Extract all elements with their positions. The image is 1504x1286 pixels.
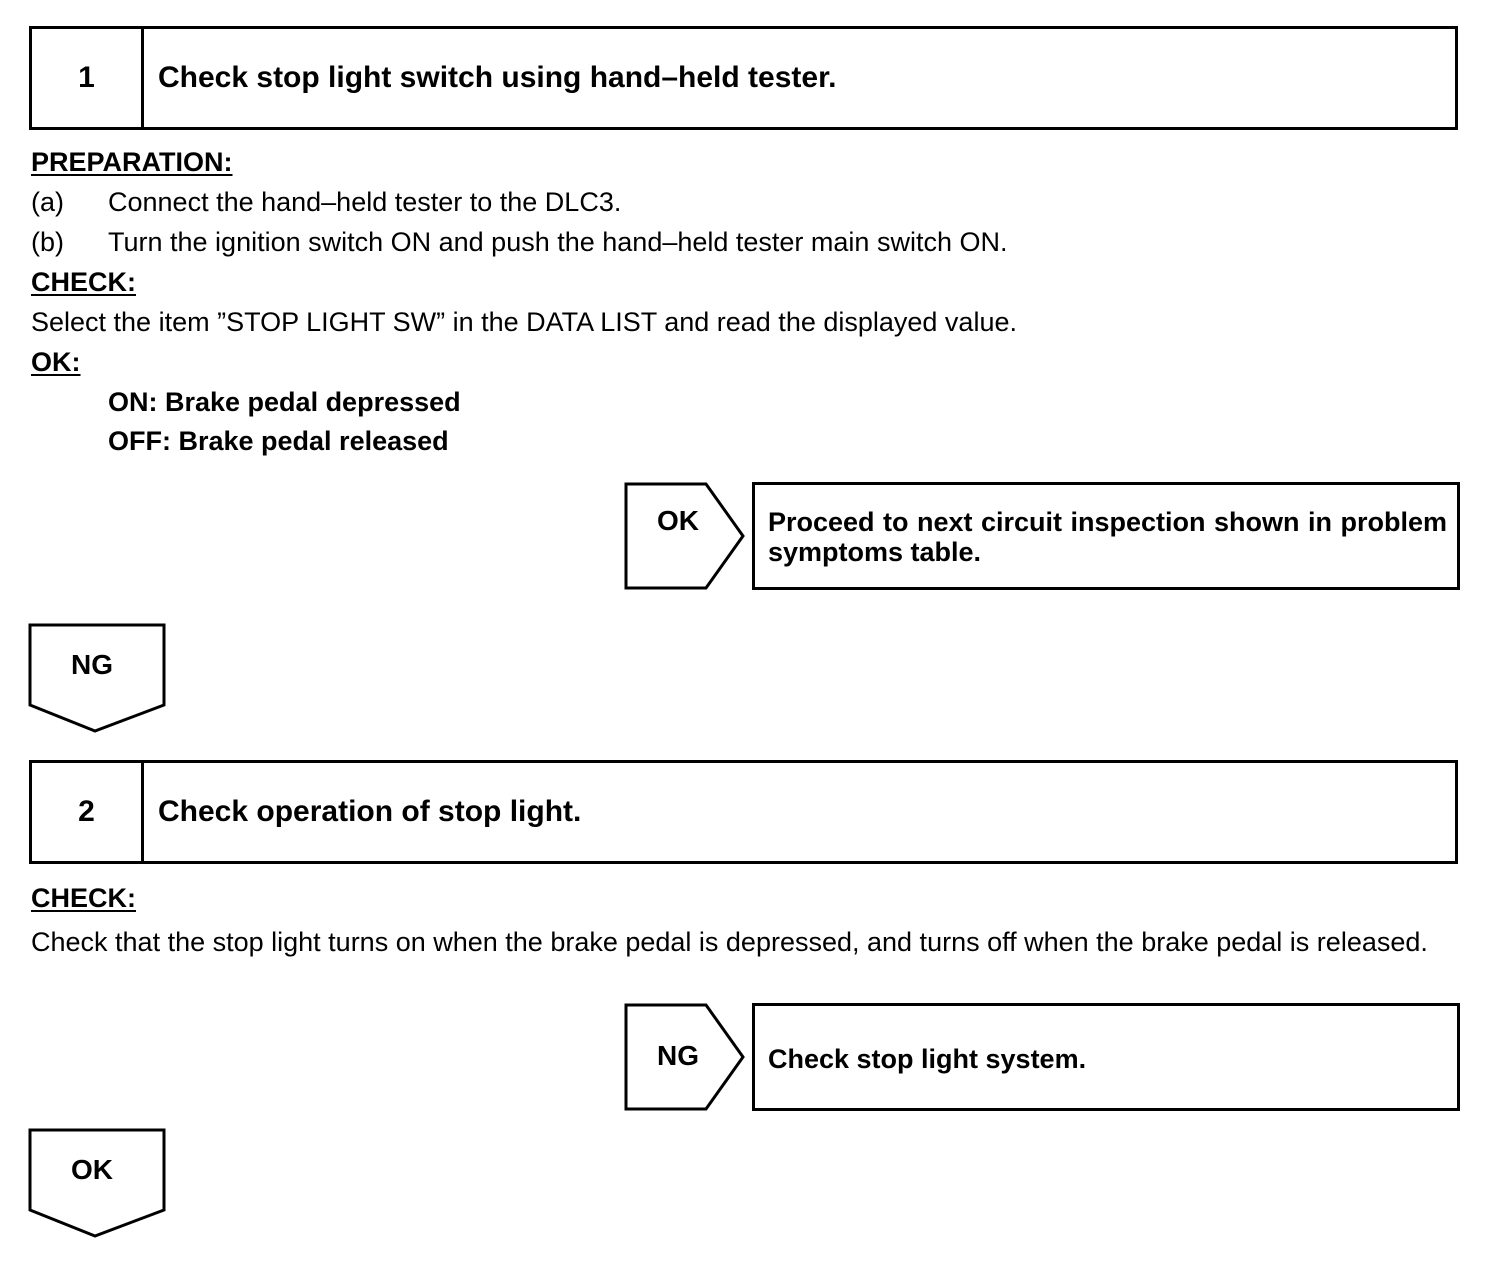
prep-item-b: Turn the ignition switch ON and push the hand–held tester main switch ON. [108,227,1008,257]
arrow-label-ok: OK [657,505,699,536]
arrow-label-ok: OK [71,1154,113,1185]
prep-item-a: Connect the hand–held tester to the DLC3. [108,187,622,217]
step-2-header [29,760,1458,864]
result-text-2: Check stop light system. [768,1044,1087,1074]
preparation-label: PREPARATION: [31,147,233,177]
arrow-label-ng: NG [71,649,113,680]
arrow-label-ng: NG [657,1040,699,1071]
prep-marker-a: (a) [31,187,64,217]
step-number: 1 [32,29,144,127]
result-box-1 [752,482,1460,590]
check-text: Select the item ”STOP LIGHT SW” in the DATA LIST and read the displayed value. [31,307,1017,337]
result-box-2 [752,1003,1460,1111]
ok-spec-on: ON: Brake pedal depressed [108,387,461,417]
result-text-1: Proceed to next circuit inspection shown in problem symptoms table. [768,507,1447,567]
ok-spec-off: OFF: Brake pedal released [108,426,449,456]
ok-label: OK: [31,347,81,377]
step-number: 2 [32,763,144,861]
check-label: CHECK: [31,267,136,297]
check-label: CHECK: [31,883,136,913]
step-title: Check stop light switch using hand–held tester. [158,61,837,94]
check-text: Check that the stop light turns on when the brake pedal is depressed, and turns off when the brake pedal is released. [31,927,1428,957]
prep-marker-b: (b) [31,227,64,257]
step-1-header [29,26,1458,130]
step-title: Check operation of stop light. [158,795,582,828]
